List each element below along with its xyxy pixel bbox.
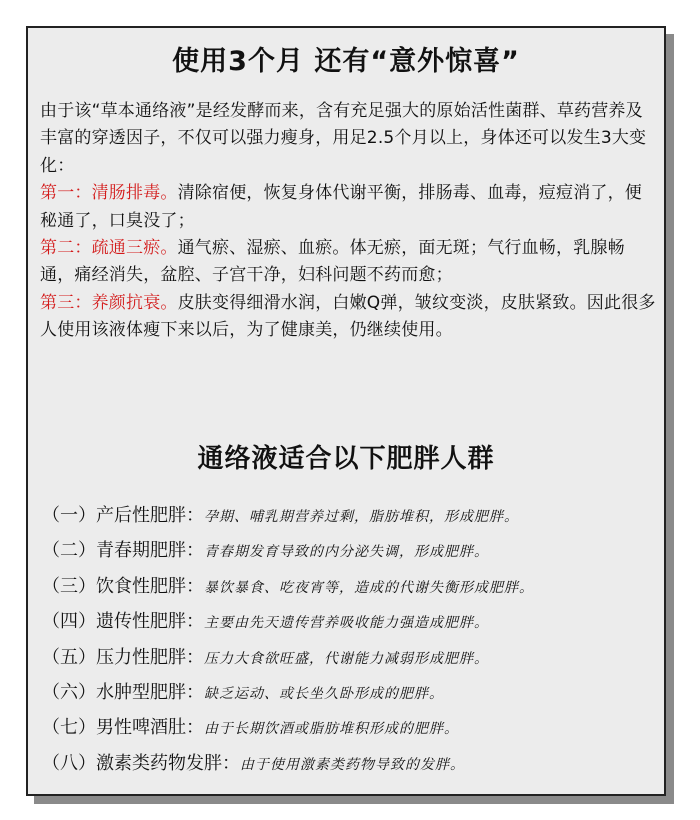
list-item-label: （八）激素类药物发胖： (42, 752, 240, 774)
list-item-label: （三）饮食性肥胖： (42, 575, 204, 597)
list-item (42, 640, 658, 675)
list-item-text: 暴饮暴食、吃夜宵等，造成的代谢失衡形成肥胖。 (204, 579, 534, 596)
benefit-2-text: 通气瘀、湿瘀、血瘀。体无瘀，面无斑；气行血畅，乳腺畅通，痛经消失，盆腔、子宫干净，妇科问题不药而愈； (40, 238, 625, 286)
intro-text: 由于该“草本通络液”是经发酵而来，含有充足强大的原始活性菌群、草药营养及丰富的穿透因子，不仅可以强力瘦身，用足2.5个月以上，身体还可以发生3大变化： (40, 101, 647, 176)
intro-paragraph (40, 98, 656, 345)
benefit-2-label: 第二：疏通三瘀。 (40, 238, 178, 259)
benefit-1-text: 清除宿便，恢复身体代谢平衡，排肠毒、血毒，痘痘消了，便秘通了，口臭没了； (40, 183, 643, 231)
list-item-label: （四）遗传性肥胖： (42, 611, 204, 633)
benefit-1-label: 第一：清肠排毒。 (40, 183, 178, 204)
list-item-text: 孕期、哺乳期营养过剩，脂肪堆积，形成肥胖。 (204, 509, 519, 525)
list-item-text: 青春期发育导致的内分泌失调，形成肥胖。 (204, 544, 489, 561)
section-title: 通络液适合以下肥胖人群 (197, 444, 495, 474)
list-item (42, 675, 658, 710)
list-item-text: 由于使用激素类药物导致的发胖。 (240, 756, 465, 773)
obesity-type-list (42, 498, 658, 781)
list-item (42, 604, 658, 639)
list-item (42, 746, 658, 781)
list-item-text: 由于长期饮酒或脂肪堆积形成的肥胖。 (204, 721, 459, 738)
benefit-3-text: 皮肤变得细滑水润，白嫩Q弹，皱纹变淡，皮肤紧致。因此很多人使用该液体瘦下来以后，为了健康美，仍继续使用。 (40, 292, 656, 341)
list-item-label: （六）水肿型肥胖： (42, 681, 204, 703)
list-item (42, 710, 658, 745)
list-item-text: 压力大食欲旺盛，代谢能力减弱形成肥胖。 (204, 650, 489, 667)
list-item-label: （五）压力性肥胖： (42, 646, 204, 668)
content-card (26, 26, 666, 796)
main-title: 使用3个月 还有“意外惊喜” (172, 46, 520, 77)
list-item-label: （一）产后性肥胖： (42, 505, 204, 526)
list-item-label: （二）青春期肥胖： (42, 540, 204, 562)
list-item (42, 533, 658, 568)
benefit-3-label: 第三：养颜抗衰。 (40, 292, 178, 313)
list-item-label: （七）男性啤酒肚： (42, 717, 204, 739)
list-item-text: 缺乏运动、或长坐久卧形成的肥胖。 (204, 685, 444, 702)
list-item (42, 498, 658, 533)
list-item-text: 主要由先天遗传营养吸收能力强造成肥胖。 (204, 615, 489, 632)
list-item (42, 569, 658, 604)
